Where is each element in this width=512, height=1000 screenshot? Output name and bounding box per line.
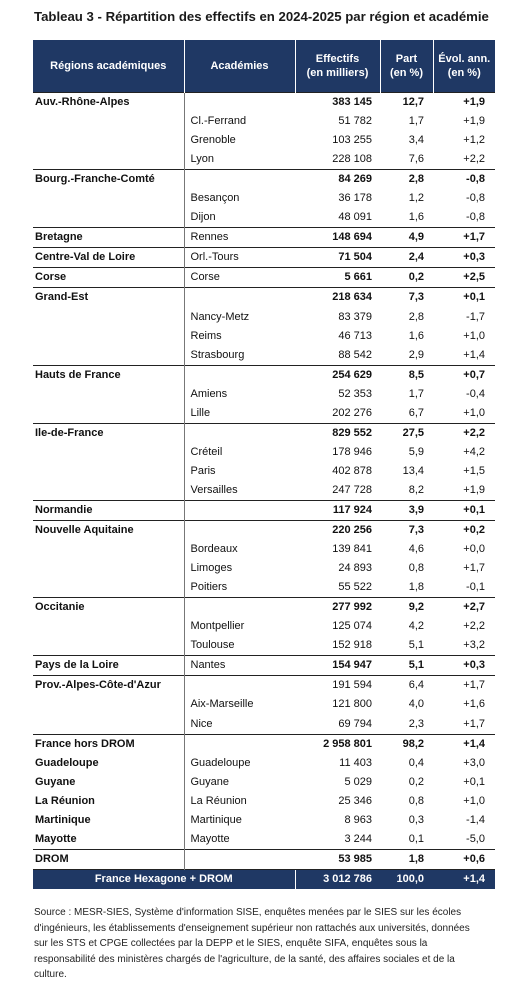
- cell-effectifs: 46 713: [338, 329, 372, 342]
- cell-evol: +1,4: [433, 734, 495, 754]
- cell-region: France hors DROM: [33, 734, 184, 754]
- cell-evol: +1,7: [433, 676, 495, 696]
- cell-effectifs: 121 800: [332, 698, 372, 711]
- cell-evol: +1,0: [463, 794, 485, 807]
- cell-evol: +0,6: [433, 849, 495, 869]
- cell-evol: +0,1: [433, 500, 495, 520]
- cell-evol: +1,4: [463, 348, 485, 361]
- cell-academie: Lille: [184, 404, 295, 424]
- cell-region: Guyane: [35, 775, 76, 788]
- cell-part: 0,4: [408, 756, 424, 769]
- cell-region: [33, 327, 184, 346]
- table-row: [33, 93, 495, 113]
- table-row: [33, 208, 495, 228]
- cell-academie: Nantes: [184, 656, 295, 676]
- cell-region: La Réunion: [35, 794, 95, 807]
- cell-academie: Lyon: [184, 150, 295, 170]
- cell-effectifs: 228 108: [332, 153, 372, 166]
- cell-effectifs: 218 634: [295, 288, 380, 308]
- cell-part: 4,6: [408, 543, 424, 556]
- cell-effectifs: 36 178: [338, 192, 372, 205]
- cell-effectifs: 53 985: [295, 849, 380, 869]
- cell-part: 9,2: [380, 598, 433, 618]
- header-part: [380, 40, 433, 93]
- table-row: [33, 695, 495, 714]
- cell-part: 1,2: [408, 192, 424, 205]
- cell-evol: +3,0: [463, 756, 485, 769]
- header-part-line1: Part: [395, 53, 418, 65]
- cell-academie: Guadeloupe: [184, 754, 295, 773]
- cell-effectifs: 83 379: [338, 310, 372, 323]
- cell-region: Bretagne: [33, 228, 184, 248]
- cell-academie: Rennes: [184, 228, 295, 248]
- cell-evol: +0,3: [433, 248, 495, 268]
- cell-part: 2,9: [408, 348, 424, 361]
- cell-effectifs: 52 353: [338, 387, 372, 400]
- cell-part: 12,7: [380, 93, 433, 113]
- total-row: [33, 869, 495, 889]
- table-row: [33, 189, 495, 208]
- table-row: [33, 385, 495, 404]
- cell-evol: +0,1: [463, 775, 485, 788]
- table-row: [33, 365, 495, 385]
- cell-region: [33, 150, 184, 170]
- cell-academie: [184, 598, 295, 618]
- table-row: [33, 131, 495, 150]
- cell-effectifs: 84 269: [295, 170, 380, 190]
- table-row: [33, 656, 495, 676]
- cell-region: [33, 385, 184, 404]
- cell-part: 0,1: [408, 832, 424, 845]
- cell-academie: [184, 93, 295, 113]
- cell-part: 4,0: [408, 698, 424, 711]
- cell-academie: Grenoble: [184, 131, 295, 150]
- table-row: [33, 268, 495, 288]
- cell-part: 5,1: [408, 639, 424, 652]
- cell-region: Nouvelle Aquitaine: [33, 521, 184, 541]
- cell-effectifs: 2 958 801: [295, 734, 380, 754]
- cell-region: [33, 559, 184, 578]
- cell-effectifs: 383 145: [295, 93, 380, 113]
- cell-effectifs: 178 946: [332, 445, 372, 458]
- cell-region: [33, 695, 184, 714]
- cell-academie: Versailles: [184, 481, 295, 501]
- cell-academie: Amiens: [184, 385, 295, 404]
- cell-evol: +3,2: [463, 639, 485, 652]
- cell-effectifs: 25 346: [338, 794, 372, 807]
- cell-part: 7,6: [408, 153, 424, 166]
- cell-part: 0,3: [408, 813, 424, 826]
- cell-academie: Cl.-Ferrand: [184, 112, 295, 131]
- cell-effectifs: 51 782: [338, 115, 372, 128]
- cell-region: [33, 131, 184, 150]
- cell-evol: +1,9: [463, 115, 485, 128]
- cell-region: Pays de la Loire: [33, 656, 184, 676]
- cell-effectifs: 202 276: [332, 406, 372, 419]
- cell-region: [33, 346, 184, 366]
- cell-region: [33, 462, 184, 481]
- cell-part: 0,2: [408, 775, 424, 788]
- cell-evol: -0,8: [466, 211, 485, 224]
- table-row: [33, 559, 495, 578]
- table-header: [33, 40, 495, 93]
- table-row: [33, 598, 495, 618]
- table-row: [33, 521, 495, 541]
- cell-academie: Strasbourg: [184, 346, 295, 366]
- cell-part: 98,2: [380, 734, 433, 754]
- cell-effectifs: 3 244: [344, 832, 372, 845]
- cell-academie: [184, 170, 295, 190]
- cell-effectifs: 220 256: [295, 521, 380, 541]
- cell-effectifs: 152 918: [332, 639, 372, 652]
- cell-part: 8,5: [380, 365, 433, 385]
- table-row: [33, 443, 495, 462]
- cell-academie: Créteil: [184, 443, 295, 462]
- cell-evol: -0,8: [433, 170, 495, 190]
- table-row: [33, 754, 495, 773]
- cell-region: Ile-de-France: [33, 423, 184, 443]
- header-effectifs: [295, 40, 380, 93]
- cell-evol: +1,0: [463, 329, 485, 342]
- cell-evol: +1,9: [433, 93, 495, 113]
- table-row: [33, 228, 495, 248]
- total-label: France Hexagone + DROM: [33, 869, 295, 889]
- cell-effectifs: 11 403: [339, 756, 372, 769]
- cell-effectifs: 277 992: [295, 598, 380, 618]
- cell-academie: Mayotte: [184, 830, 295, 850]
- cell-part: 5,1: [380, 656, 433, 676]
- cell-academie: [184, 521, 295, 541]
- cell-region: Auv.-Rhône-Alpes: [33, 93, 184, 113]
- cell-evol: +1,7: [463, 717, 485, 730]
- cell-part: 0,8: [408, 794, 424, 807]
- header-academie: Académies: [184, 40, 295, 93]
- cell-part: 27,5: [380, 423, 433, 443]
- cell-academie: Guyane: [184, 773, 295, 792]
- table-title: Tableau 3 - Répartition des effectifs en 2024-2025 par région et académie: [34, 9, 489, 24]
- cell-part: 4,2: [408, 620, 424, 633]
- cell-academie: [184, 676, 295, 696]
- cell-region: [33, 189, 184, 208]
- cell-part: 1,6: [408, 211, 424, 224]
- cell-academie: Poitiers: [184, 578, 295, 598]
- cell-part: 13,4: [402, 464, 424, 477]
- table-row: [33, 849, 495, 869]
- cell-academie: [184, 500, 295, 520]
- cell-region: [33, 481, 184, 501]
- cell-evol: -0,4: [466, 387, 485, 400]
- cell-region: Grand-Est: [33, 288, 184, 308]
- table-row: [33, 617, 495, 636]
- cell-academie: Orl.-Tours: [184, 248, 295, 268]
- table-row: [33, 773, 495, 792]
- table-row: [33, 404, 495, 424]
- header-evol-line1: Évol. ann.: [438, 53, 491, 65]
- total-effectifs: 3 012 786: [295, 869, 380, 889]
- cell-evol: +1,7: [463, 562, 485, 575]
- cell-academie: Dijon: [184, 208, 295, 228]
- cell-region: DROM: [33, 849, 184, 869]
- cell-evol: +0,0: [463, 543, 485, 556]
- cell-part: 8,2: [408, 483, 424, 496]
- cell-region: Corse: [33, 268, 184, 288]
- cell-part: 2,3: [408, 717, 424, 730]
- cell-evol: +0,1: [433, 288, 495, 308]
- header-effectifs-line1: Effectifs: [315, 53, 360, 65]
- cell-effectifs: 829 552: [295, 423, 380, 443]
- table-row: [33, 288, 495, 308]
- cell-effectifs: 5 661: [295, 268, 380, 288]
- cell-evol: +2,5: [433, 268, 495, 288]
- cell-part: 1,7: [408, 115, 424, 128]
- cell-evol: +0,3: [433, 656, 495, 676]
- cell-academie: Nancy-Metz: [184, 308, 295, 327]
- cell-region: Centre-Val de Loire: [33, 248, 184, 268]
- cell-effectifs: 24 893: [338, 562, 372, 575]
- cell-region: Normandie: [33, 500, 184, 520]
- total-part: 100,0: [380, 869, 433, 889]
- cell-academie: [184, 734, 295, 754]
- cell-part: 1,8: [380, 849, 433, 869]
- table-row: [33, 170, 495, 190]
- cell-part: 6,7: [408, 406, 424, 419]
- table-row: [33, 811, 495, 830]
- cell-evol: +1,0: [463, 406, 485, 419]
- cell-effectifs: 402 878: [332, 464, 372, 477]
- table-row: [33, 830, 495, 850]
- cell-academie: Nice: [184, 715, 295, 735]
- cell-academie: Corse: [184, 268, 295, 288]
- cell-academie: Aix-Marseille: [184, 695, 295, 714]
- table-row: [33, 540, 495, 559]
- cell-part: 2,4: [380, 248, 433, 268]
- cell-part: 1,8: [408, 581, 424, 594]
- table-body: [33, 93, 495, 870]
- cell-evol: -0,8: [466, 192, 485, 205]
- cell-evol: +1,2: [463, 134, 485, 147]
- cell-effectifs: 125 074: [332, 620, 372, 633]
- cell-evol: +2,2: [463, 153, 485, 166]
- cell-effectifs: 48 091: [338, 211, 372, 224]
- table-row: [33, 112, 495, 131]
- cell-evol: +2,2: [433, 423, 495, 443]
- cell-effectifs: 69 794: [338, 717, 372, 730]
- table-row: [33, 481, 495, 501]
- header-part-line2: (en %): [390, 67, 423, 79]
- cell-academie: Bordeaux: [184, 540, 295, 559]
- cell-effectifs: 55 522: [338, 581, 372, 594]
- cell-evol: +4,2: [463, 445, 485, 458]
- table-row: [33, 734, 495, 754]
- header-evol: [433, 40, 495, 93]
- table-row: [33, 462, 495, 481]
- cell-academie: Martinique: [184, 811, 295, 830]
- cell-part: 5,9: [408, 445, 424, 458]
- cell-part: 0,8: [408, 562, 424, 575]
- cell-evol: +0,2: [433, 521, 495, 541]
- cell-evol: -1,4: [466, 813, 485, 826]
- cell-academie: Montpellier: [184, 617, 295, 636]
- cell-effectifs: 71 504: [295, 248, 380, 268]
- cell-academie: Besançon: [184, 189, 295, 208]
- cell-region: [33, 578, 184, 598]
- table-row: [33, 308, 495, 327]
- cell-region: [33, 308, 184, 327]
- cell-effectifs: 88 542: [338, 348, 372, 361]
- cell-part: 1,7: [408, 387, 424, 400]
- cell-part: 0,2: [380, 268, 433, 288]
- table-row: [33, 346, 495, 366]
- cell-effectifs: 154 947: [295, 656, 380, 676]
- cell-part: 4,9: [380, 228, 433, 248]
- cell-part: 1,6: [408, 329, 424, 342]
- cell-region: Prov.-Alpes-Côte-d'Azur: [33, 676, 184, 696]
- cell-region: Mayotte: [35, 832, 77, 845]
- cell-academie: Paris: [184, 462, 295, 481]
- source-note: Source : MESR-SIES, Système d'information SISE, enquêtes menées par le SIES sur les écoles d'ingénieurs, les établissements d'enseignement supérieur non rattachés aux universités, données sur les STS et CPGE collectées par la DEPP et le SIES, enquête SIFA, enquêtes sous la responsabilité des ministères chargés de l'agriculture, de la santé, des affaires sociales et de la culture.: [34, 907, 470, 981]
- cell-region: Martinique: [35, 813, 91, 826]
- table-row: [33, 327, 495, 346]
- cell-effectifs: 117 924: [295, 500, 380, 520]
- cell-evol: +1,7: [433, 228, 495, 248]
- cell-region: Occitanie: [33, 598, 184, 618]
- table-row: [33, 676, 495, 696]
- cell-part: 3,4: [408, 134, 424, 147]
- cell-part: 2,8: [380, 170, 433, 190]
- cell-evol: +2,7: [433, 598, 495, 618]
- cell-region: [33, 617, 184, 636]
- cell-evol: +1,6: [463, 698, 485, 711]
- cell-region: [33, 540, 184, 559]
- cell-region: [33, 715, 184, 735]
- cell-effectifs: 5 029: [344, 775, 372, 788]
- cell-academie: Reims: [184, 327, 295, 346]
- cell-academie: Limoges: [184, 559, 295, 578]
- header-region: Régions académiques: [33, 40, 184, 93]
- cell-part: 2,8: [408, 310, 424, 323]
- cell-region: [33, 443, 184, 462]
- cell-evol: +1,9: [463, 483, 485, 496]
- table-row: [33, 792, 495, 811]
- cell-effectifs: 191 594: [295, 676, 380, 696]
- cell-effectifs: 8 963: [344, 813, 372, 826]
- header-evol-line2: (en %): [447, 67, 481, 79]
- cell-part: 3,9: [380, 500, 433, 520]
- cell-academie: Toulouse: [184, 636, 295, 656]
- table-row: [33, 578, 495, 598]
- cell-part: 7,3: [380, 521, 433, 541]
- data-table: [33, 40, 495, 889]
- cell-evol: -1,7: [466, 310, 485, 323]
- cell-academie: La Réunion: [184, 792, 295, 811]
- cell-academie: [184, 849, 295, 869]
- table-row: [33, 423, 495, 443]
- cell-part: 6,4: [380, 676, 433, 696]
- cell-academie: [184, 423, 295, 443]
- cell-region: [33, 404, 184, 424]
- cell-academie: [184, 288, 295, 308]
- cell-effectifs: 247 728: [332, 483, 372, 496]
- table-row: [33, 715, 495, 735]
- cell-effectifs: 139 841: [332, 543, 372, 556]
- total-evol: +1,4: [433, 869, 495, 889]
- cell-evol: -0,1: [466, 581, 485, 594]
- table-row: [33, 500, 495, 520]
- cell-evol: +1,5: [463, 464, 485, 477]
- cell-effectifs: 254 629: [295, 365, 380, 385]
- cell-academie: [184, 365, 295, 385]
- cell-region: Bourg.-Franche-Comté: [33, 170, 184, 190]
- table-row: [33, 150, 495, 170]
- cell-part: 7,3: [380, 288, 433, 308]
- cell-effectifs: 103 255: [332, 134, 372, 147]
- cell-region: [33, 112, 184, 131]
- cell-evol: -5,0: [466, 832, 485, 845]
- cell-evol: +2,2: [463, 620, 485, 633]
- table-row: [33, 636, 495, 656]
- table-row: [33, 248, 495, 268]
- cell-region: [33, 208, 184, 228]
- header-effectifs-line2: (en milliers): [306, 67, 369, 79]
- cell-evol: +0,7: [433, 365, 495, 385]
- cell-effectifs: 148 694: [295, 228, 380, 248]
- cell-region: Hauts de France: [33, 365, 184, 385]
- cell-region: [33, 636, 184, 656]
- cell-region: Guadeloupe: [35, 756, 99, 769]
